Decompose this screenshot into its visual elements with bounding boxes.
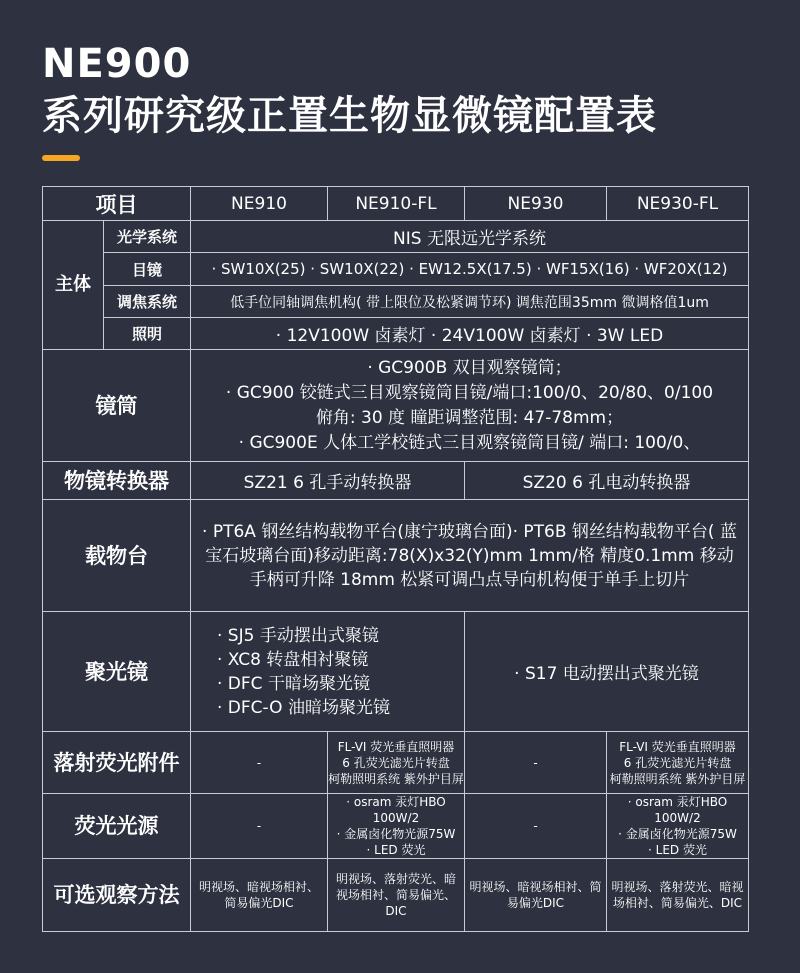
illumination-label: 照明 <box>104 318 191 350</box>
tube-value <box>191 350 749 462</box>
host-label: 主体 <box>43 221 104 350</box>
focus-label: 调焦系统 <box>104 286 191 318</box>
epi-ne930fl-line-1: FL-VI 荧光垂直照明器 <box>619 739 736 754</box>
source-ne930: - <box>465 794 607 859</box>
focus-value: 低手位同轴调焦机构( 带上限位及松紧调节环) 调焦范围35mm 微调格值1um <box>191 286 749 318</box>
source-ne910fl-line-1: · osram 汞灯HBO 100W/2 <box>346 795 446 825</box>
stage-text: · PT6A 钢丝结构载物平台(康宁玻璃台面)· PT6B 钢丝结构载物平台( 蓝宝石坡璃台面)移动距离:78(X)x32(Y)mm 1mm/格 精度0.1mm 移动手柄可升降 18mm 松紧可调凸点导向机构便于单手上切片 <box>202 521 737 590</box>
header-model-1: NE910 <box>191 187 328 221</box>
row-nosepiece <box>43 462 749 500</box>
epi-ne930fl <box>607 732 749 794</box>
row-stage <box>43 500 749 612</box>
methods-ne910: 明视场、暗视场相衬、简易偏光DIC <box>191 859 328 932</box>
condenser-label: 聚光镜 <box>43 612 191 732</box>
eyepiece-label: 目镜 <box>104 253 191 286</box>
configuration-table <box>42 186 749 932</box>
condenser-manual <box>191 612 465 732</box>
source-ne930fl-line-2: · 金属卤化物光源75W <box>618 827 737 841</box>
epi-ne910fl-line-3: 柯勒照明系统 紫外护目屏 <box>328 771 464 786</box>
row-methods <box>43 859 749 932</box>
nosepiece-label: 物镜转换器 <box>43 462 191 500</box>
source-ne930fl-line-1: · osram 汞灯HBO 100W/2 <box>627 795 728 825</box>
tube-line-3: 俯角: 30 度 瞳距调整范围: 47-78mm； <box>315 407 624 428</box>
title-model: NE900 <box>42 41 192 87</box>
title-accent-bar <box>42 155 80 161</box>
stage-value <box>191 500 749 612</box>
tube-line-1: · GC900B 双目观察镜筒； <box>367 357 572 378</box>
methods-label: 可选观察方法 <box>43 859 191 932</box>
epi-ne910fl <box>328 732 465 794</box>
row-epi <box>43 732 749 794</box>
header-model-3: NE930 <box>465 187 607 221</box>
header-item: 项目 <box>43 187 191 221</box>
source-ne930fl <box>607 794 749 859</box>
tube-line-4: · GC900E 人体工学校链式三目观察镜筒目镜/ 端口: 100/0、 <box>238 432 701 453</box>
condenser-motorized: · S17 电动摆出式聚光镜 <box>465 612 749 732</box>
nosepiece-motorized: SZ20 6 孔电动转换器 <box>465 462 749 500</box>
row-illumination <box>43 318 749 350</box>
epi-ne910fl-line-2: 6 孔荧光滤光片转盘 <box>342 755 450 770</box>
source-ne910: - <box>191 794 328 859</box>
methods-ne930fl: 明视场、落射荧光、暗视场相衬、简易偏光、DIC <box>607 859 749 932</box>
row-tube <box>43 350 749 462</box>
header-row <box>43 187 749 221</box>
optics-label: 光学系统 <box>104 221 191 253</box>
epi-ne930: - <box>465 732 607 794</box>
condenser-item-2: · XC8 转盘相衬聚镜 <box>217 649 369 670</box>
row-focus <box>43 286 749 318</box>
methods-ne910fl: 明视场、落射荧光、暗视场相衬、简易偏光、DIC <box>328 859 465 932</box>
epi-label: 落射荧光附件 <box>43 732 191 794</box>
condenser-item-4: · DFC-O 油暗场聚光镜 <box>217 697 390 718</box>
condenser-item-1: · SJ5 手动摆出式聚镜 <box>217 625 379 646</box>
row-eyepiece <box>43 253 749 286</box>
title-description: 系列研究级正置生物显微镜配置表 <box>42 93 657 139</box>
header-model-4: NE930-FL <box>607 187 749 221</box>
optics-value: NIS 无限远光学系统 <box>191 221 749 253</box>
epi-ne910fl-line-1: FL-VI 荧光垂直照明器 <box>337 739 455 754</box>
source-ne910fl-line-2: · 金属卤化物光源75W <box>336 827 456 841</box>
condenser-item-3: · DFC 干暗场聚光镜 <box>217 673 370 694</box>
row-optics <box>43 221 749 253</box>
source-ne910fl-line-3: · LED 荧光 <box>366 843 426 857</box>
row-condenser <box>43 612 749 732</box>
epi-ne910: - <box>191 732 328 794</box>
eyepiece-value: · SW10X(25) · SW10X(22) · EW12.5X(17.5) · WF15X(16) · WF20X(12) <box>191 253 749 286</box>
source-ne910fl <box>328 794 465 859</box>
header-model-2: NE910-FL <box>328 187 465 221</box>
tube-label: 镜筒 <box>43 350 191 462</box>
nosepiece-manual: SZ21 6 孔手动转换器 <box>191 462 465 500</box>
source-ne930fl-line-3: · LED 荧光 <box>648 843 707 857</box>
epi-ne930fl-line-2: 6 孔荧光滤光片转盘 <box>623 755 732 770</box>
tube-line-2: · GC900 铰链式三目观察镜筒目镜/端口:100/0、20/80、0/100 <box>225 382 714 403</box>
row-source <box>43 794 749 859</box>
epi-ne930fl-line-3: 柯勒照明系统 紫外护目屏 <box>609 771 746 786</box>
methods-ne930: 明视场、暗视场相衬、简易偏光DIC <box>465 859 607 932</box>
stage-label: 载物台 <box>43 500 191 612</box>
source-label: 荧光光源 <box>43 794 191 859</box>
illumination-value: · 12V100W 卤素灯 · 24V100W 卤素灯 · 3W LED <box>191 318 749 350</box>
